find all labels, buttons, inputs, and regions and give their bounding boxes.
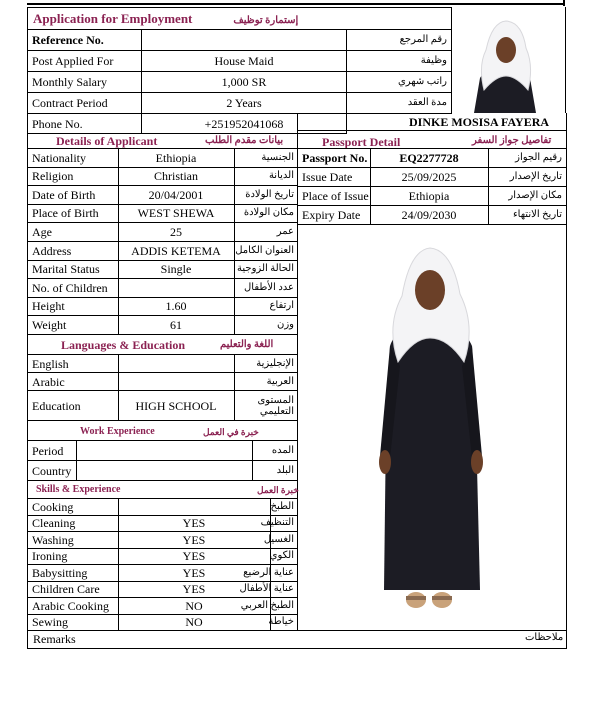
row-label: Sewing [28,614,118,631]
top-info-row [28,93,452,114]
remarks-label: Remarks [33,632,76,646]
top-info-row [28,72,452,93]
row-label-ar: رقيم الجواز [488,149,566,168]
passport-row [298,206,566,225]
row-value [76,461,252,481]
applicant-row [28,260,298,279]
top-info-row [28,51,452,72]
row-value: Ethiopia [370,187,488,206]
passport-row [298,168,566,187]
row-label: Issue Date [298,168,370,187]
row-label: Address [28,242,118,261]
row-label: Religion [28,167,118,186]
row-label: Nationality [28,149,118,168]
row-value [76,441,252,461]
passport-title-ar: تفاصيل جواز السفر [472,135,552,146]
row-value: Christian [118,167,234,186]
skills-title-ar: خبرة العمل [257,485,299,495]
form-title-en: Application for Employment [33,10,193,26]
row-label-ar: البلد [252,461,298,481]
row-value: Ethiopia [118,149,234,168]
form-title-ar: إستمارة توظيف [233,14,299,26]
row-value: 2 Years [142,93,347,114]
row-label-ar: عمر [234,223,298,242]
row-label-ar: عدد الأطفال [234,279,298,298]
phone-value: +251952041068 [142,114,347,134]
row-value: WEST SHEWA [118,204,234,223]
row-value [118,355,234,373]
row-value: YES [118,532,270,549]
row-label-ar: مكان الإصدار [488,187,566,206]
row-value [142,30,347,51]
skills-table [28,498,298,631]
row-label-ar: راتب شهري [347,72,452,93]
row-label: English [28,355,118,373]
row-label: Arabic Cooking [28,598,118,615]
skill-row [28,565,298,582]
row-value: 1,000 SR [142,72,347,93]
top-rule [27,3,565,6]
row-label-ar: تاريخ الإصدار [488,168,566,187]
row-label: Monthly Salary [28,72,142,93]
row-label: Weight [28,316,118,335]
candidate-name: DINKE MOSISA FAYERA [409,115,550,129]
applicant-row [28,223,298,242]
language-row [28,373,298,391]
row-label: No. of Children [28,279,118,298]
row-label-ar: وظيفة [347,51,452,72]
row-label-ar: الإنجليزية [234,355,298,373]
row-label-ar: الكوي [270,548,298,565]
skill-row [28,614,298,631]
row-value: YES [118,565,270,582]
language-row [28,391,298,421]
row-label-ar: الجنسية [234,149,298,168]
applicant-table [28,148,298,335]
row-label: Post Applied For [28,51,142,72]
skill-row [28,548,298,565]
row-label: Country [28,461,76,481]
work-title-en: Work Experience [80,426,155,437]
row-label-ar: عناية الرضيع [270,565,298,582]
languages-title-ar: اللغة والتعليم [220,339,274,350]
work-row [28,461,298,481]
applicant-row [28,204,298,223]
row-label-ar: عناية الأطفال [270,581,298,598]
row-value: 20/04/2001 [118,186,234,205]
skill-row [28,499,298,516]
phone-label: Phone No. [28,114,142,134]
row-label-ar: العربية [234,373,298,391]
top-rule-tick [563,0,565,6]
applicant-row [28,297,298,316]
row-label-ar: رقم المرجع [347,30,452,51]
row-label-ar: المستوى التعليمي [234,391,298,421]
row-value: 24/09/2030 [370,206,488,225]
row-label-ar: التنظيف [270,515,298,532]
applicant-row [28,279,298,298]
row-label: Age [28,223,118,242]
row-label: Contract Period [28,93,142,114]
row-label-ar: ارتفاع [234,297,298,316]
row-label: Period [28,441,76,461]
row-label: Place of Issue [298,187,370,206]
row-label-ar: تاريخ الولادة [234,186,298,205]
remarks-rule [28,630,566,631]
work-title-ar: خبرة في العمل [203,427,259,437]
row-value: NO [118,598,270,615]
row-label-ar: الديانة [234,167,298,186]
row-value: 1.60 [118,297,234,316]
applicant-row [28,186,298,205]
skill-row [28,598,298,615]
row-label: Babysitting [28,565,118,582]
row-value: HIGH SCHOOL [118,391,234,421]
row-value [118,499,270,516]
row-label: Children Care [28,581,118,598]
portrait-photo [466,16,544,113]
row-label: Date of Birth [28,186,118,205]
skill-row [28,515,298,532]
work-row [28,441,298,461]
row-label: Marital Status [28,260,118,279]
row-label: Cooking [28,499,118,516]
row-value: Single [118,260,234,279]
row-label-ar: تاريخ الانتهاء [488,206,566,225]
row-label-ar: الطبخ العربي [270,598,298,615]
row-label: Place of Birth [28,204,118,223]
skill-row [28,581,298,598]
row-label-ar: الحالة الزوجية [234,260,298,279]
row-value: YES [118,515,270,532]
passport-title-en: Passport Detail [322,135,401,149]
language-row [28,355,298,373]
form-header [28,8,452,30]
row-label-ar: مكان الولادة [234,204,298,223]
row-label-ar: العنوان الكامل [234,242,298,261]
row-value: EQ2277728 [370,149,488,168]
applicant-row [28,167,298,186]
row-value: 25/09/2025 [370,168,488,187]
top-info-row [28,30,452,51]
row-label: Expiry Date [298,206,370,225]
row-value: ADDIS KETEMA [118,242,234,261]
passport-row [298,149,566,168]
row-label: Ironing [28,548,118,565]
row-label-ar: وزن [234,316,298,335]
row-label-ar: خياطة [270,614,298,631]
row-value [118,373,234,391]
row-value: YES [118,548,270,565]
skill-row [28,532,298,549]
applicant-row [28,242,298,261]
row-label: Washing [28,532,118,549]
row-label: Reference No. [28,30,142,51]
row-value [118,279,234,298]
row-label-ar: الطبخ [270,499,298,516]
row-label: Height [28,297,118,316]
applicant-row [28,316,298,335]
applicant-title-ar: بيانات مقدم الطلب [205,135,284,146]
row-label: Cleaning [28,515,118,532]
skills-title-en: Skills & Experience [36,484,121,495]
row-label: Arabic [28,373,118,391]
row-label: Education [28,391,118,421]
row-label: Passport No. [298,149,370,168]
row-value: NO [118,614,270,631]
row-value: House Maid [142,51,347,72]
applicant-title-en: Details of Applicant [56,134,158,148]
row-value: 25 [118,223,234,242]
row-label-ar: الغسيل [270,532,298,549]
passport-table [298,148,566,225]
applicant-row [28,149,298,168]
row-label-ar: المده [252,441,298,461]
row-label-ar: مدة العقد [347,93,452,114]
remarks-label-ar: ملاحظات [525,632,564,643]
passport-row [298,187,566,206]
row-value: 61 [118,316,234,335]
full-body-photo [376,246,486,614]
row-value: YES [118,581,270,598]
work-table [28,440,298,481]
languages-table [28,354,298,421]
languages-title-en: Languages & Education [61,338,186,352]
